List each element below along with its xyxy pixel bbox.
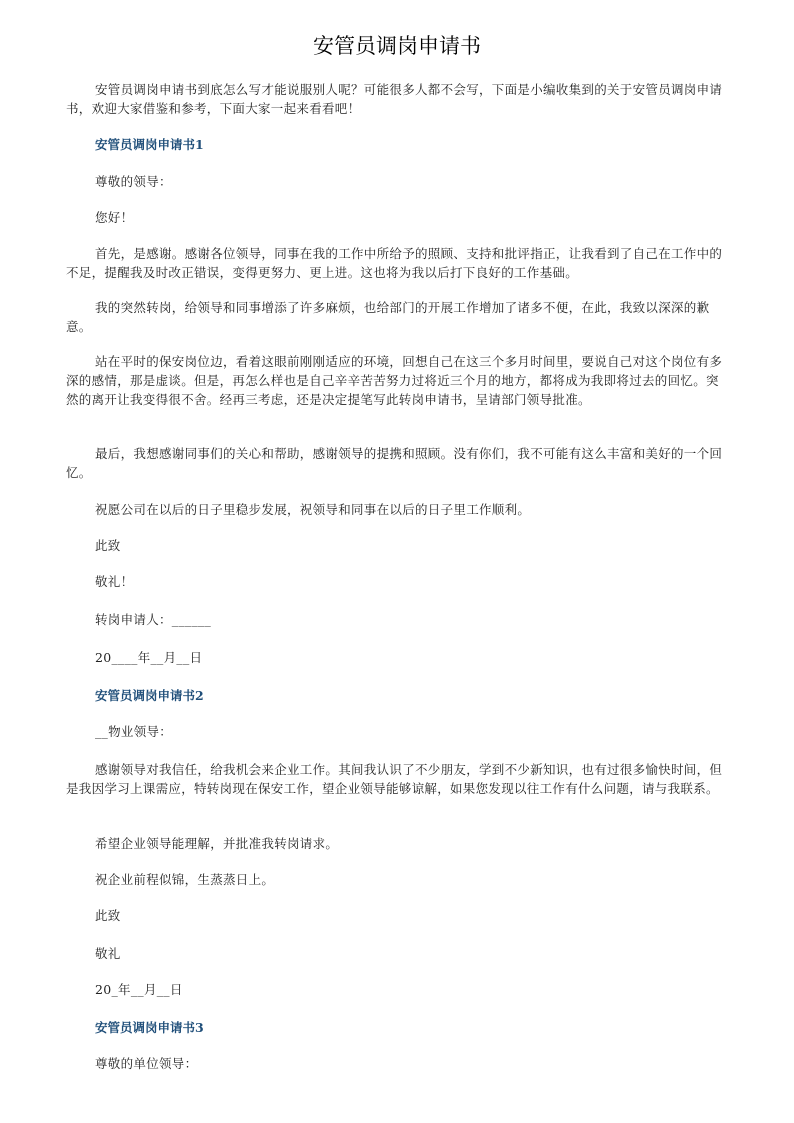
section-heading-1: 安管员调岗申请书1 bbox=[95, 137, 204, 152]
closing-line: 此致 bbox=[95, 908, 121, 923]
body-paragraph: 首先，是感谢。感谢各位领导，同事在我的工作中所给予的照顾、支持和批评指正，让我看到了自己在工作中的不足，提醒我及时改正错误，变得更努力、更上进。这也将为我以后打下良好的工作基础。 bbox=[66, 246, 723, 280]
body-paragraph: 站在平时的保安岗位边，看着这眼前刚刚适应的环境，回想自己在这三个多月时间里，要说自己对这个岗位有多深的感情，那是虚谈。但是，再怎么样也是自己辛辛苦苦努力过将近三个月的地方，都将成为我即将过去的回忆。突然的离开让我变得很不舍。经再三考虑，还是决定提笔写此转岗申请书，呈请部门领导批准。 bbox=[66, 354, 723, 407]
body-paragraph: 最后，我想感谢同事们的关心和帮助，感谢领导的提携和照顾。没有你们，我不可能有这么丰富和美好的一个回忆。 bbox=[66, 446, 723, 480]
closing-salute: 敬礼 bbox=[95, 946, 121, 961]
page-title: 安管员调岗申请书 bbox=[313, 34, 481, 58]
body-paragraph: 希望企业领导能理解，并批准我转岗请求。 bbox=[95, 836, 339, 851]
salutation: 尊敬的领导： bbox=[95, 174, 172, 189]
closing-salute: 敬礼！ bbox=[95, 574, 134, 589]
applicant-signature-line: 转岗申请人：______ bbox=[95, 612, 212, 627]
section-heading-2: 安管员调岗申请书2 bbox=[95, 688, 204, 703]
intro-paragraph: 安管员调岗申请书到底怎么写才能说服别人呢？可能很多人都不会写，下面是小编收集到的关于安管员调岗申请书，欢迎大家借鉴和参考，下面大家一起来看看吧！ bbox=[66, 82, 723, 116]
date-line: 20_年__月__日 bbox=[95, 982, 183, 997]
body-paragraph: 祝企业前程似锦，生蒸蒸日上。 bbox=[95, 872, 275, 887]
greeting: 您好！ bbox=[95, 210, 134, 225]
salutation: __物业领导： bbox=[95, 724, 173, 739]
body-paragraph: 我的突然转岗，给领导和同事增添了许多麻烦，也给部门的开展工作增加了诸多不便，在此，我致以深深的歉意。 bbox=[66, 300, 710, 334]
body-paragraph: 感谢领导对我信任，给我机会来企业工作。其间我认识了不少朋友，学到不少新知识，也有过很多愉快时间，但是我因学习上课需应，特转岗现在保安工作，望企业领导能够谅解，如果您发现以往工作有什么问题，请与我联系。 bbox=[66, 762, 723, 796]
date-line: 20____年__月__日 bbox=[95, 650, 203, 665]
section-heading-3: 安管员调岗申请书3 bbox=[95, 1020, 204, 1035]
salutation: 尊敬的单位领导： bbox=[95, 1056, 198, 1071]
closing-line: 此致 bbox=[95, 538, 121, 553]
body-paragraph: 祝愿公司在以后的日子里稳步发展，祝领导和同事在以后的日子里工作顺利。 bbox=[95, 502, 531, 517]
